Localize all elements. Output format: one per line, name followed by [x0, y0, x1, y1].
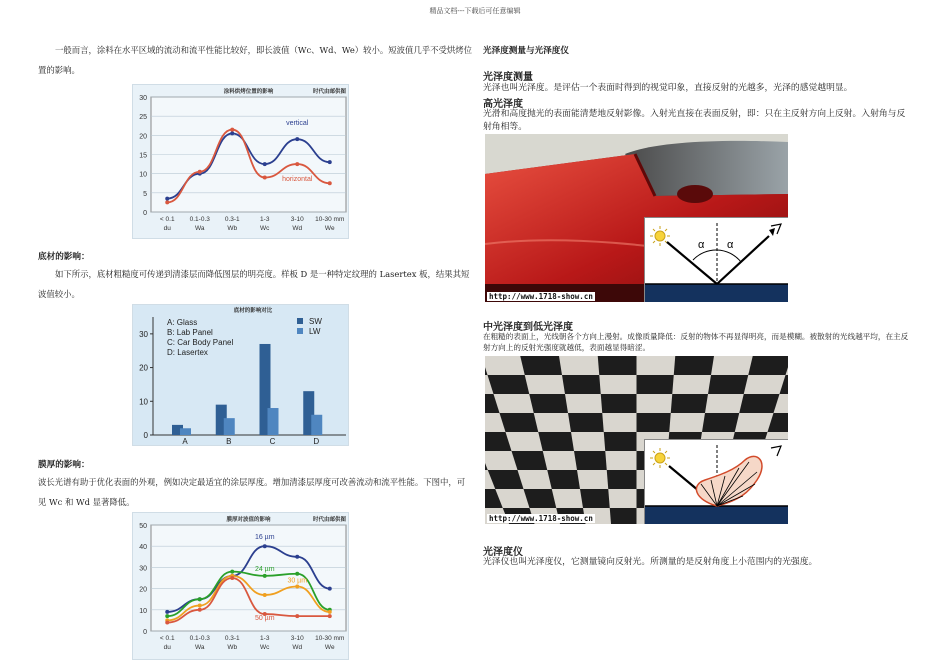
chart-source: 时代由邮供图 [312, 517, 346, 523]
floor-tile [525, 375, 565, 394]
data-point [230, 131, 234, 135]
x-tick-sublabel: Wa [194, 225, 205, 232]
film-thickness-paragraph: 波长光谱有助于优化表面的外观，例如决定最适宜的涂层厚度。增加清漆层厚度可改善流动和流平性能。下图中，可见 Wc 和 Wd 显著降低。 [38, 477, 466, 507]
floor-tile [506, 432, 543, 451]
alpha-left: α [698, 239, 705, 251]
legend-note: C: Car Body Panel [167, 338, 234, 347]
gloss-meter-paragraph: 光泽仪也叫光泽度仪，它测量镜向反射光。所测量的是反射角度上小范围内的光强度。 [483, 557, 818, 567]
page-header: 精品文档---下载后可任意编辑 [429, 7, 521, 15]
floor-tile [565, 394, 602, 413]
floor-tile [602, 413, 636, 432]
x-tick-sublabel: Wa [194, 644, 205, 651]
bar-lw [180, 428, 191, 435]
y-tick-label: 15 [139, 152, 147, 160]
data-point [165, 621, 169, 625]
floor-tile [494, 394, 534, 413]
y-tick-label: 25 [139, 114, 147, 122]
x-tick-label: C [269, 437, 276, 445]
floor-tile [605, 451, 636, 470]
floor-tile [637, 356, 676, 375]
chart-film-thickness [132, 512, 349, 660]
data-point [198, 604, 202, 608]
x-tick-sublabel: Wc [260, 225, 270, 232]
chart-title: 底材的影响对比 [233, 308, 273, 314]
y-tick-label: 10 [139, 397, 148, 407]
car-photo [485, 134, 788, 302]
floor-tile [518, 470, 552, 489]
chart-title: 涂料烘烤位置的影响 [223, 89, 274, 95]
specular-reflection-diagram [644, 217, 788, 302]
right-title: 光泽度测量与光泽度仪 [483, 46, 569, 56]
surface-block [645, 506, 788, 524]
x-tick-label: 1-3 [260, 635, 270, 642]
x-tick-label: 0.3-1 [224, 216, 240, 223]
surface-block [645, 284, 788, 302]
floor-tile [744, 375, 786, 394]
diffuse-reflection-diagram [644, 439, 788, 524]
data-point [165, 200, 169, 204]
data-point [263, 162, 267, 166]
data-point [198, 170, 202, 174]
data-point [165, 610, 169, 614]
sun-icon [650, 448, 670, 468]
y-tick-label: 30 [139, 565, 147, 573]
x-tick-sublabel: We [324, 644, 335, 651]
floor-tile [543, 451, 577, 470]
data-point [263, 574, 267, 578]
y-tick-label: 50 [139, 523, 147, 530]
floor-tile [637, 394, 673, 413]
data-point [328, 610, 332, 614]
x-tick-label: 0.1-0.3 [189, 635, 210, 642]
bar-lw [224, 418, 235, 435]
x-tick-label: 1-3 [260, 216, 270, 223]
series-label: 30 µm [287, 577, 308, 585]
checkerboard-photo [485, 356, 788, 524]
floor-tile [735, 413, 774, 432]
x-tick-label: < 0.1 [159, 216, 175, 223]
data-point [198, 597, 202, 601]
data-point [295, 614, 299, 618]
alpha-right: α [727, 239, 734, 251]
data-point [328, 181, 332, 185]
y-tick-label: 0 [143, 431, 148, 440]
x-tick-label: 10-30 mm [315, 635, 345, 642]
y-tick-label: 10 [139, 171, 147, 179]
x-tick-label: 0.3-1 [224, 635, 240, 642]
data-point [230, 576, 234, 580]
floor-tile [669, 413, 705, 432]
x-tick-label: 3-10 [290, 635, 304, 642]
floor-tile [571, 432, 605, 451]
y-tick-label: 30 [139, 95, 147, 102]
mid-gloss-title: 中光泽度到低光泽度 [483, 322, 573, 333]
intro-paragraph: 一般而言，涂料在水平区域的流动和流平性能比较好，即长波值（Wc、Wd、We）较小。短波值几乎不受烘烤位置的影响。 [38, 45, 473, 75]
data-point [295, 555, 299, 559]
legend-note: A: Glass [167, 318, 198, 327]
y-tick-label: 20 [139, 133, 147, 141]
bar-lw [311, 415, 322, 435]
y-tick-label: 20 [139, 586, 147, 594]
series-label: horizontal [282, 176, 313, 184]
data-point [165, 197, 169, 201]
floor-tile [711, 356, 753, 375]
series-label: 24 µm [254, 565, 275, 573]
bar-lw [268, 408, 279, 435]
data-point [295, 572, 299, 576]
floor-tile [552, 489, 583, 508]
y-tick-label: 0 [143, 210, 147, 217]
data-point [295, 162, 299, 166]
y-tick-label: 0 [143, 629, 147, 636]
x-tick-label: D [313, 437, 320, 445]
x-tick-label: < 0.1 [159, 635, 175, 642]
data-point [295, 137, 299, 141]
series-label: 50 µm [254, 615, 275, 623]
legend-swatch [297, 328, 303, 334]
x-tick-sublabel: Wd [292, 644, 303, 651]
y-tick-label: 40 [139, 544, 147, 552]
floor-tile [485, 356, 525, 375]
x-tick-label: B [226, 437, 232, 445]
gloss-measure-paragraph: 光泽也叫光泽度。是评估一个表面时得到的视觉印象，直接反射的光越多，光泽的感觉越明显。 [483, 83, 853, 93]
mid-gloss-paragraph: 在粗糙的表面上，光线朝各个方向上漫射。成像质量降低：反射的物体不再显得明亮，而是模糊。被散射的光线越平均，在主反射方向上的反射光强度就越低，表面越显得暗涩。 [483, 332, 909, 352]
y-tick-label: 30 [139, 329, 148, 339]
chart-title: 膜厚对波值的影响 [226, 517, 271, 523]
floor-tile [608, 489, 636, 508]
floor-tile [705, 394, 744, 413]
x-tick-sublabel: Wc [260, 644, 270, 651]
data-point [165, 614, 169, 618]
substrate-title: 底材的影响： [38, 252, 90, 262]
x-tick-label: 0.1-0.3 [189, 216, 210, 223]
data-point [295, 584, 299, 588]
legend-label: LW [309, 327, 321, 336]
y-tick-label: 10 [139, 607, 147, 615]
data-point [328, 614, 332, 618]
floor-tile [577, 470, 608, 489]
x-tick-sublabel: Wb [227, 644, 238, 651]
gloss-measure-title: 光泽度测量 [483, 72, 533, 83]
data-point [263, 593, 267, 597]
y-tick-label: 5 [143, 190, 147, 198]
data-point [198, 608, 202, 612]
watermark-url-2: http://www.1718-show.cn [489, 514, 593, 523]
x-tick-sublabel: du [163, 644, 171, 651]
x-tick-sublabel: Wd [292, 225, 303, 232]
floor-tile [599, 375, 636, 394]
legend-swatch [297, 318, 303, 324]
floor-tile [672, 375, 711, 394]
chart-substrate [132, 304, 349, 446]
chart-bake-position [132, 84, 349, 239]
data-point [263, 176, 267, 180]
eye-icon [771, 446, 781, 456]
legend-note: D: Lasertex [167, 348, 208, 357]
series-label: 16 µm [254, 534, 275, 542]
data-point [328, 160, 332, 164]
x-tick-label: A [182, 437, 188, 445]
floor-tile [559, 356, 599, 375]
film-thickness-title: 膜厚的影响： [38, 460, 90, 470]
x-tick-label: 10-30 mm [315, 216, 345, 223]
high-gloss-title: 高光泽度 [483, 99, 523, 110]
data-point [328, 587, 332, 591]
data-point [230, 128, 234, 132]
x-tick-label: 3-10 [290, 216, 304, 223]
legend-note: B: Lab Panel [167, 328, 213, 337]
gloss-meter-title: 光泽度仪 [483, 547, 523, 558]
x-tick-sublabel: du [163, 225, 171, 232]
watermark-url-1: http://www.1718-show.cn [489, 292, 593, 301]
high-gloss-paragraph: 光滑和高度抛光的表面能清楚地反射影像。入射光直接在表面反射，即：只在主反射方向上反射。入射角与反射角相等。 [483, 109, 906, 132]
data-point [230, 570, 234, 574]
x-tick-sublabel: We [324, 225, 335, 232]
substrate-paragraph: 如下所示，底材粗糙度可传递到清漆层而降低图层的明亮度。样板 D 是一种特定纹理的 Lasertex 板，结果其短波值较小。 [38, 269, 470, 299]
series-label: vertical [286, 120, 309, 128]
data-point [263, 544, 267, 548]
x-tick-sublabel: Wb [227, 225, 238, 232]
y-tick-label: 20 [139, 363, 148, 373]
floor-tile [534, 413, 571, 432]
legend-label: SW [309, 317, 322, 326]
chart-source: 时代由邮供图 [312, 89, 346, 95]
